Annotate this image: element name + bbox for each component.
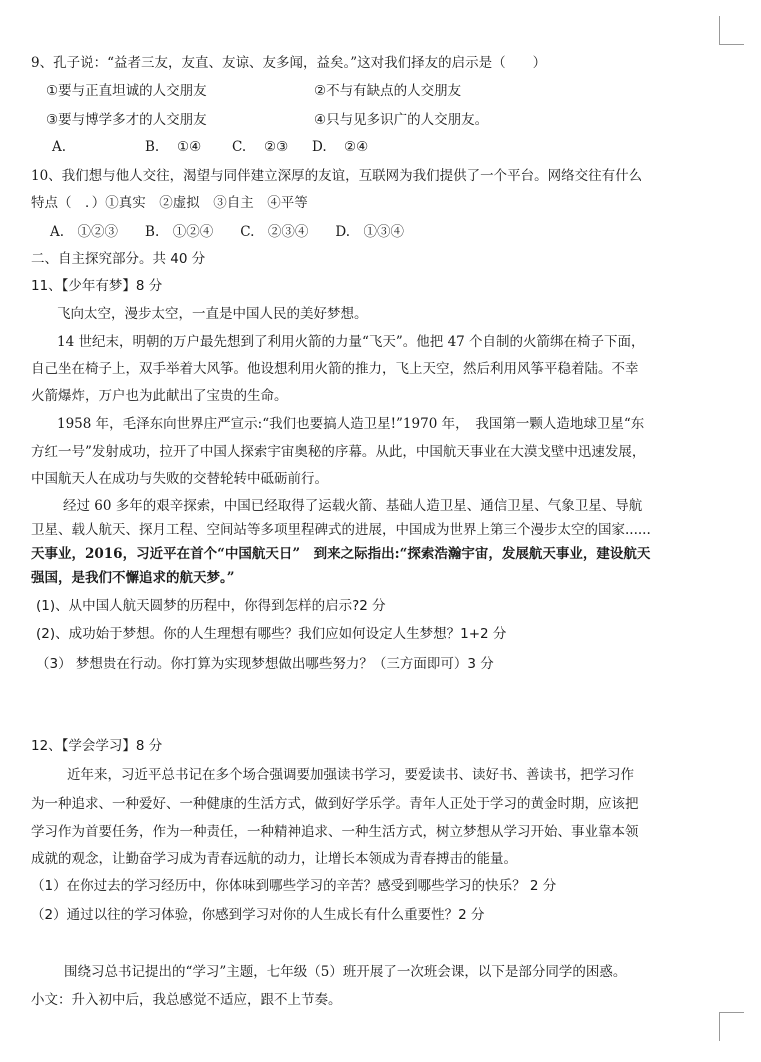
- q9-choice-b-label: B.: [145, 139, 160, 155]
- q12-paragraph-1-line-4: 成就的观念，让勤奋学习成为青春远航的动力，让增长本领成为青春搏击的能量。: [31, 851, 517, 867]
- q12-subquestion-2: （2）通过以往的学习体验，你感到学习对你的人生成长有什么重要性？2 分: [31, 907, 485, 923]
- q11-paragraph-3-line-3: 中国航天人在成功与失败的交替轮转中砥砺前行。: [31, 471, 328, 487]
- q12-paragraph-1-line-2: 为一种追求、一种爱好、一种健康的生活方式，做到好学乐学。青年人正处于学习的黄金时期，应该把: [31, 796, 639, 812]
- q10-choices: A. ①②③ B. ①②④ C. ②③④ D. ①③④: [50, 224, 405, 240]
- q12-paragraph-1-line-1: 近年来，习近平总书记在多个场合强调要加强读书学习，要爱读书、读好书、善读书，把学习作: [67, 767, 634, 783]
- section-2-heading: 二、自主探究部分。共 40 分: [31, 251, 206, 267]
- q12-paragraph-1-line-3: 学习作为首要任务，作为一种责任，一种精神追求、一种生活方式，树立梦想从学习开始、事业靠本领: [31, 824, 639, 840]
- q10-stem-line-1: 10、我们想与他人交往，渴望与同伴建立深厚的友谊，互联网为我们提供了一个平台。网络交往有什么: [31, 168, 643, 184]
- q11-paragraph-4-line-2: 卫星、载人航天、探月工程、空间站等多项里程碑式的进展，中国成为世界上第三个漫步太空的国家......: [31, 522, 651, 538]
- q11-paragraph-1: 飞向太空，漫步太空，一直是中国人民的美好梦想。: [57, 306, 368, 322]
- page-corner-mark-top-right: [719, 16, 744, 45]
- page-corner-mark-bottom-right: [719, 1012, 744, 1041]
- q11-subquestion-1: (1)、从中国人航天圆梦的历程中，你得到怎样的启示?2 分: [36, 598, 386, 614]
- q9-option-2: ②不与有缺点的人交朋友: [314, 83, 462, 99]
- q9-option-3: ③要与博学多才的人交朋友: [46, 112, 207, 128]
- q12-title: 12、【学会学习】8 分: [31, 738, 163, 754]
- q12-paragraph-3: 小文：升入初中后，我总感觉不适应，跟不上节奏。: [31, 992, 342, 1008]
- q11-title: 11、【少年有梦】8 分: [31, 278, 163, 294]
- q11-subquestion-3: （3） 梦想贵在行动。你打算为实现梦想做出哪些努力？（三方面即可）3 分: [36, 656, 494, 672]
- q11-paragraph-2-line-3: 火箭爆炸，万户也为此献出了宝贵的生命。: [31, 388, 288, 404]
- q10-stem-line-2: 特点（ ．）①真实 ②虚拟 ③自主 ④平等: [31, 195, 308, 211]
- q11-subquestion-2: (2)、成功始于梦想。你的人生理想有哪些？我们应如何设定人生梦想？1+2 分: [36, 626, 507, 642]
- q11-paragraph-2-line-2: 自己坐在椅子上，双手举着大风筝。他设想利用火箭的推力，飞上天空，然后利用风筝平稳着陆。不幸: [31, 361, 639, 377]
- q9-option-1: ①要与正直坦诚的人交朋友: [46, 83, 207, 99]
- q11-paragraph-3-line-1: 1958 年，毛泽东向世界庄严宣示:“我们也要搞人造卫星!”1970 年， 我国第一颗人造地球卫星“东: [57, 416, 645, 432]
- q12-paragraph-2: 围绕习总书记提出的“学习”主题，七年级（5）班开展了一次班会课，以下是部分同学的困惑。: [64, 964, 627, 980]
- q11-paragraph-4-line-3: 天事业，2016，习近平在首个“中国航天日” 到来之际指出:“探索浩瀚宇宙，发展航天事业，建设航天: [31, 546, 651, 562]
- q9-stem: 9、孔子说：“益者三友，友直、友谅、友多闻，益矣。”这对我们择友的启示是（ ）: [31, 55, 547, 71]
- q11-paragraph-3-line-2: 方红一号”发射成功，拉开了中国人探索宇宙奥秘的序幕。从此，中国航天事业在大漠戈壁中迅速发展，: [31, 444, 646, 460]
- q11-paragraph-4-line-1: 经过 60 多年的艰辛探索，中国已经取得了运载火箭、基础人造卫星、通信卫星、气象卫星、导航: [63, 498, 643, 514]
- q11-paragraph-2-line-1: 14 世纪末，明朝的万户最先想到了利用火箭的力量“飞天”。他把 47 个自制的火箭绑在椅子下面，: [57, 334, 645, 350]
- q12-subquestion-1: （1）在你过去的学习经历中，你体味到哪些学习的辛苦？感受到哪些学习的快乐？ 2 分: [31, 878, 557, 894]
- q11-paragraph-4-line-4: 强国，是我们不懈追求的航天梦。”: [31, 570, 235, 586]
- q9-option-4: ④只与见多识广的人交朋友。: [314, 112, 489, 128]
